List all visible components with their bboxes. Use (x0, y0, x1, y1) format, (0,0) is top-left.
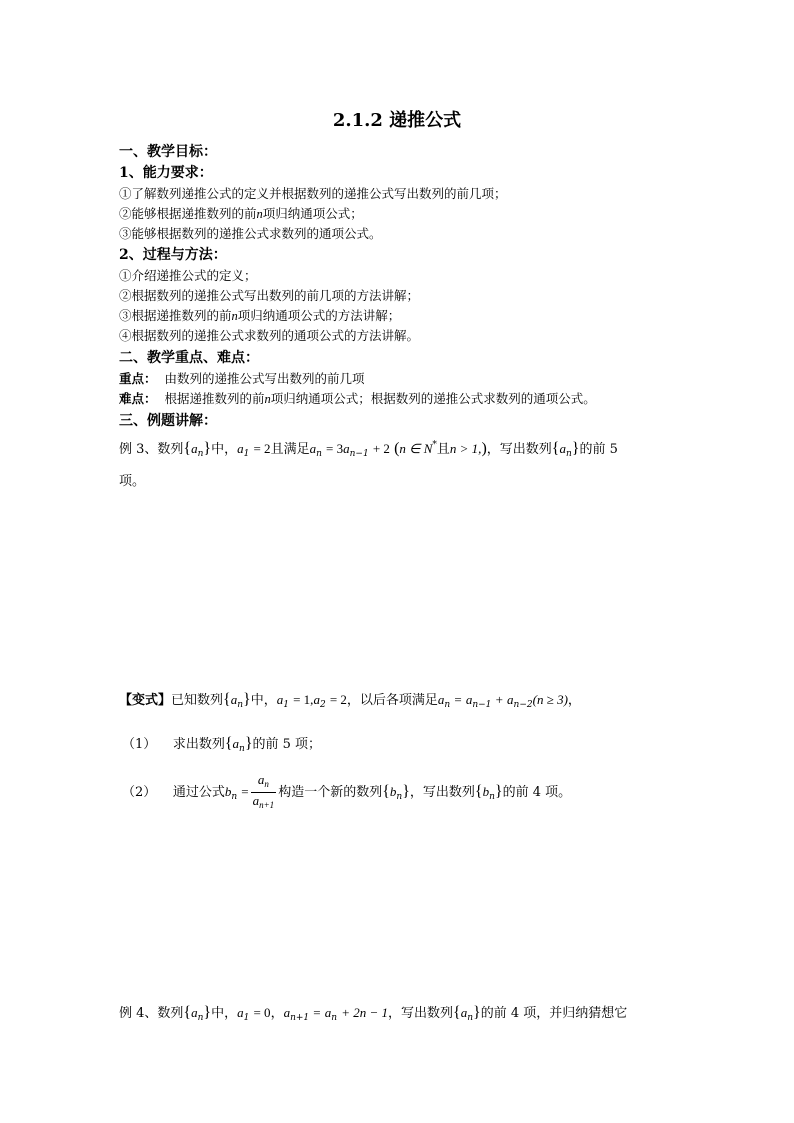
method-item-1: ①介绍递推公式的定义； (119, 268, 257, 283)
objective-item-2: ②能够根据递推数列的前n项归纳通项公式； (119, 206, 363, 221)
fraction-an-over-an1: $\frac{a_n}{a_{n+1}}$ (251, 772, 277, 813)
method-item-3: ③根据递推数列的前n项归纳通项公式的方法讲解； (119, 308, 401, 323)
example-3-line-1: 例 3、数列$\{a_n\}$中，$a_1 = 2$且满足$a_n = 3a_{n-1} + 2$ (n ∈ N*且n > 1,)，写出数列$\{a_n\}$的前 5 (119, 440, 618, 459)
variant-statement: 【变式】已知数列$\{a_n\}$中，$a_1 = 1,a_2 = 2$，以后各项满足$a_n = a_{n-1} + a_{n-2}(n \ge 3)$， (119, 691, 581, 710)
objective-item-1: ①了解数列递推公式的定义并根据数列的递推公式写出数列的前几项； (119, 186, 507, 201)
process-method-heading: 2、过程与方法： (119, 247, 227, 263)
objective-item-3: ③能够根据数列的递推公式求数列的通项公式。 (119, 226, 382, 241)
ability-requirements-heading: 1、能力要求： (119, 165, 213, 181)
page-title: 2.1.2 递推公式 (332, 110, 462, 131)
examples-heading: 三、例题讲解： (119, 413, 217, 429)
example-4-line-1: 例 4、数列$\{a_n\}$中，$a_1 = 0$，$a_{n+1} = a_n + 2n - 1$，写出数列$\{a_n\}$的前 4 项，并归纳猜想它 (119, 1004, 628, 1023)
key-point-row: 重点： 由数列的递推公式写出数列的前几项 (119, 371, 365, 386)
section-objectives-heading: 一、教学目标： (119, 144, 217, 160)
variant-question-1: （1） 求出数列$\{a_n\}$的前 5 项； (122, 735, 322, 754)
difficulty-row: 难点： 根据递推数列的前n项归纳通项公式；根据数列的递推公式求数列的通项公式。 (119, 391, 596, 406)
example-3-line-2: 项。 (119, 474, 146, 489)
method-item-4: ④根据数列的递推公式求数列的通项公式的方法讲解。 (119, 328, 420, 343)
key-points-heading: 二、教学重点、难点： (119, 350, 259, 366)
variant-question-2: （2） 通过公式$b_n$ = $\frac{a_n}{a_{n+1}}$ 构造一个新的数列$\{b_n\}$，写出数列$\{b_n\}$的前 4 项。 (122, 772, 571, 813)
method-item-2: ②根据数列的递推公式写出数列的前几项的方法讲解； (119, 288, 420, 303)
